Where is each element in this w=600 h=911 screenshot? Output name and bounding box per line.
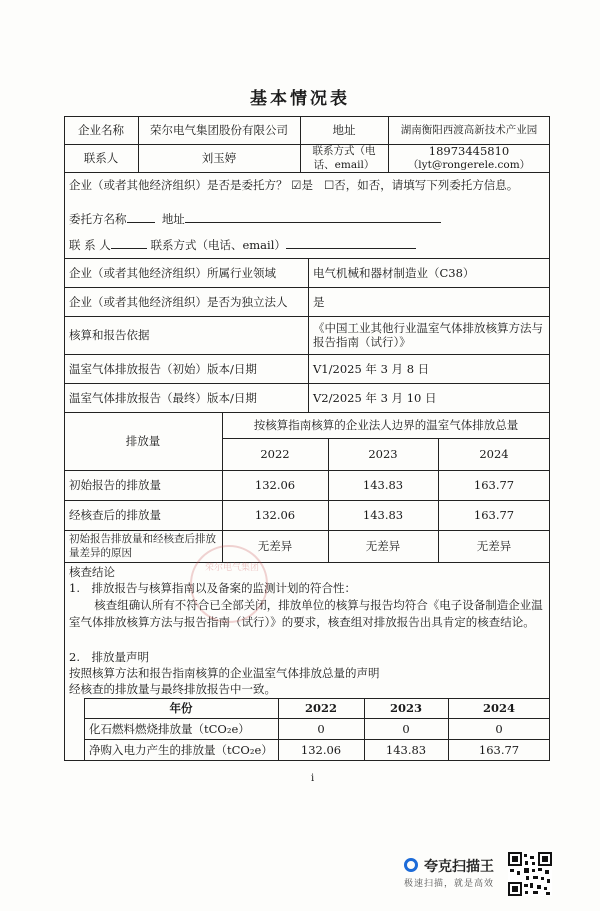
entrust-question: 企业（或者其他经济组织）是否是委托方？ (69, 178, 288, 192)
basis-value: 《中国工业其他行业温室气体排放核算方法与报告指南（试行）》 (313, 321, 543, 349)
year-2023: 2023 (368, 447, 398, 461)
verified-emissions-2024: 163.77 (473, 508, 515, 522)
entrust-name-line (69, 210, 441, 227)
scanner-slogan: 极速扫描，就是高效 (404, 879, 495, 889)
year-2024: 2024 (479, 447, 509, 461)
conclusion-paragraph-1: 核查组确认所有不符合已全部关闭，排放单位的核算与报告均符合《电子设备制造企业温室气体排放核算方法与报告指南（试行）》的要求，核查组对排放报告出具肯定的核查结论。 (69, 598, 543, 629)
company-label: 企业名称 (78, 123, 124, 137)
inner-year-2022: 2022 (304, 701, 337, 715)
company-value: 荣尔电气集团股份有限公司 (150, 123, 288, 137)
inner-year-header: 年份 (169, 701, 193, 715)
fossil-fuel-2022: 0 (317, 721, 325, 736)
initial-emissions-2022: 132.06 (254, 478, 296, 492)
email-value: （lyt@rongerele.com） (407, 159, 531, 171)
basis-label: 核算和报告依据 (69, 328, 150, 342)
contact-value: 刘玉婷 (201, 151, 237, 165)
year-2022: 2022 (260, 447, 290, 461)
contact-method-label: 联系方式（电话、email） (312, 145, 376, 171)
scanner-brand-name: 夸克扫描王 (424, 859, 494, 875)
initial-emissions-2023: 143.83 (362, 478, 404, 492)
electricity-2022: 132.06 (300, 742, 342, 757)
electricity-2024: 163.77 (478, 742, 520, 757)
basic-info-table (64, 116, 550, 761)
page-number: i (311, 773, 315, 784)
conclusion-paragraph-2a: 按照核算方法和报告指南核算的企业温室气体排放总量的声明 (69, 666, 380, 680)
inner-year-2023: 2023 (389, 701, 422, 715)
conclusion-heading: 核查结论 (69, 565, 115, 579)
contact-method-value (388, 144, 550, 172)
verified-emissions-2023: 143.83 (362, 508, 404, 522)
legal-label: 企业（或者其他经济组织）是否为独立法人 (69, 294, 288, 309)
fossil-fuel-label: 化石燃料燃烧排放量（tCO₂e） (89, 721, 250, 736)
address-label: 地址 (332, 123, 356, 137)
electricity-label: 净购入电力产生的排放量（tCO₂e） (89, 742, 273, 757)
industry-value: 电气机械和器材制造业（C38） (313, 265, 475, 280)
page-title: 基本情况表 (250, 89, 350, 109)
entrust-contact-method-label: 联系方式（电话、email） (150, 238, 286, 252)
legal-value: 是 (313, 294, 325, 309)
entrust-no-option: ☐否，如否，请填写下列委托方信息。 (323, 178, 519, 192)
final-version-value: V2/2025 年 3 月 10 日 (313, 390, 437, 405)
verified-emissions-2022: 132.06 (254, 508, 296, 522)
fossil-fuel-2023: 0 (402, 721, 410, 736)
qr-code-icon (508, 852, 552, 896)
industry-label: 企业（或者其他经济组织）所属行业领域 (69, 265, 276, 280)
conclusion-item-2: 2. 排放量声明 (69, 650, 149, 664)
entrust-yes-option: ☑是 (291, 178, 313, 192)
fossil-fuel-2024: 0 (495, 721, 503, 736)
conclusion-item-1: 1. 排放报告与核算指南以及备案的监测计划的符合性： (69, 581, 356, 595)
entrust-name-label: 委托方名称 (69, 212, 127, 226)
difference-reason-label: 初始报告排放量和经核查后排放量差异的原因 (69, 533, 216, 559)
verified-emissions-label: 经核查后的排放量 (69, 508, 161, 522)
difference-2024: 无差异 (476, 539, 512, 553)
entrust-contact-line (69, 236, 416, 253)
company-stamp-text: 荣尔电气集团 (205, 563, 260, 573)
difference-2023: 无差异 (365, 539, 401, 553)
company-stamp (190, 545, 268, 623)
address-value: 湖南衡阳西渡高新技术产业园 (400, 124, 538, 136)
initial-version-label: 温室气体排放报告（初始）版本/日期 (69, 361, 257, 376)
emissions-header-desc: 按核算指南核算的企业法人边界的温室气体排放总量 (253, 418, 519, 432)
conclusion-paragraph-2b: 经核查的排放量与最终排放报告中一致。 (69, 682, 276, 696)
final-version-label: 温室气体排放报告（最终）版本/日期 (69, 390, 257, 405)
entrust-contact-label: 联 系 人 (69, 238, 111, 252)
scanner-logo-icon (404, 858, 418, 872)
difference-2022: 无差异 (257, 539, 293, 553)
contact-label: 联系人 (83, 151, 119, 165)
initial-version-value: V1/2025 年 3 月 8 日 (313, 361, 430, 376)
initial-emissions-label: 初始报告的排放量 (69, 478, 161, 492)
entrust-question-line (69, 177, 518, 193)
initial-emissions-2024: 163.77 (473, 478, 515, 492)
emissions-header-label: 排放量 (125, 434, 161, 448)
electricity-2023: 143.83 (385, 742, 427, 757)
inner-year-2024: 2024 (482, 701, 515, 715)
phone-value: 18973445810 (428, 144, 510, 158)
entrust-address-label: 地址 (161, 212, 185, 226)
